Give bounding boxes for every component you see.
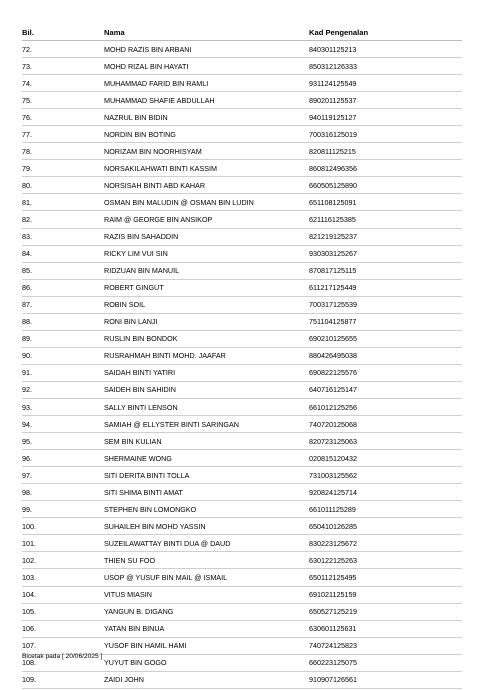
- table-row: [22, 279, 462, 296]
- name-cell: ROBIN SOIL: [104, 296, 309, 313]
- table-row: [22, 569, 462, 586]
- ic-number-cell: 930303125267: [309, 245, 462, 262]
- table-row: [22, 620, 462, 637]
- table-row: [22, 330, 462, 347]
- row-number-cell: 95.: [22, 433, 104, 450]
- ic-number-cell: 020815120432: [309, 450, 462, 467]
- row-number-cell: 101.: [22, 535, 104, 552]
- table-row: [22, 671, 462, 688]
- name-cell: RONI BIN LANJI: [104, 313, 309, 330]
- name-cell: RAZIS BIN SAHADDIN: [104, 228, 309, 245]
- header-kad-pengenalan: Kad Pengenalan: [309, 24, 462, 41]
- ic-number-cell: 740720125068: [309, 416, 462, 433]
- name-cell: MOHD RIZAL BIN HAYATI: [104, 58, 309, 75]
- table-row: [22, 501, 462, 518]
- table-row: [22, 398, 462, 415]
- row-number-cell: 104.: [22, 586, 104, 603]
- ic-number-cell: 890201125537: [309, 92, 462, 109]
- header-nama: Nama: [104, 24, 309, 41]
- row-number-cell: 72.: [22, 41, 104, 58]
- table-row: [22, 211, 462, 228]
- row-number-cell: 100.: [22, 518, 104, 535]
- ic-number-cell: 870817125115: [309, 262, 462, 279]
- name-cell: YUYUT BIN GOGO: [104, 654, 309, 671]
- ic-number-cell: 840301125213: [309, 41, 462, 58]
- ic-number-cell: 660223125075: [309, 654, 462, 671]
- name-cell: SUZEILAWATTAY BINTI DUA @ DAUD: [104, 535, 309, 552]
- row-number-cell: 86.: [22, 279, 104, 296]
- name-cell: SEM BIN KULIAN: [104, 433, 309, 450]
- row-number-cell: 92.: [22, 381, 104, 398]
- ic-number-cell: 700316125019: [309, 126, 462, 143]
- ic-number-cell: 880426495038: [309, 347, 462, 364]
- row-number-cell: 109.: [22, 671, 104, 688]
- header-bil: Bil.: [22, 24, 104, 41]
- table-row: [22, 228, 462, 245]
- row-number-cell: 82.: [22, 211, 104, 228]
- name-cell: MUHAMMAD SHAFIE ABDULLAH: [104, 92, 309, 109]
- table-row: [22, 552, 462, 569]
- row-number-cell: 88.: [22, 313, 104, 330]
- ic-number-cell: 820723125063: [309, 433, 462, 450]
- table-row: [22, 194, 462, 211]
- row-number-cell: 93.: [22, 398, 104, 415]
- name-cell: YATAN BIN BINUA: [104, 620, 309, 637]
- table-row: [22, 109, 462, 126]
- table-row: [22, 364, 462, 381]
- ic-number-cell: 651108125091: [309, 194, 462, 211]
- table-row: [22, 450, 462, 467]
- row-number-cell: 81.: [22, 194, 104, 211]
- name-cell: RIDZUAN BIN MANUIL: [104, 262, 309, 279]
- printed-date-footer: Bicetak pada [ 20/06/2025 ]: [22, 653, 103, 660]
- table-row: [22, 262, 462, 279]
- row-number-cell: 85.: [22, 262, 104, 279]
- row-number-cell: 108.: [22, 654, 104, 671]
- table-row: [22, 467, 462, 484]
- row-number-cell: 83.: [22, 228, 104, 245]
- name-cell: THIEN SU FOO: [104, 552, 309, 569]
- name-cell: SITI SHIMA BINTI AMAT: [104, 484, 309, 501]
- ic-number-cell: 611217125449: [309, 279, 462, 296]
- ic-number-cell: 920824125714: [309, 484, 462, 501]
- ic-number-cell: 621116125385: [309, 211, 462, 228]
- name-cell: YANGUN B. DIGANG: [104, 603, 309, 620]
- table-row: [22, 603, 462, 620]
- name-cell: OSMAN BIN MALUDIN @ OSMAN BIN LUDIN: [104, 194, 309, 211]
- ic-number-cell: 700317125539: [309, 296, 462, 313]
- table-body: [22, 41, 462, 689]
- ic-number-cell: 650112125495: [309, 569, 462, 586]
- ic-number-cell: 660505125890: [309, 177, 462, 194]
- name-cell: SAIDAH BINTI YATIRI: [104, 364, 309, 381]
- table-row: [22, 160, 462, 177]
- name-cell: MOHD RAZIS BIN ARBANI: [104, 41, 309, 58]
- row-number-cell: 94.: [22, 416, 104, 433]
- name-cell: RUSLIN BIN BONDOK: [104, 330, 309, 347]
- table-row: [22, 637, 462, 654]
- row-number-cell: 75.: [22, 92, 104, 109]
- name-cell: MUHAMMAD FARID BIN RAMLI: [104, 75, 309, 92]
- name-cell: ROBERT GINGUT: [104, 279, 309, 296]
- table-row: [22, 433, 462, 450]
- name-cell: VITUS MIASIN: [104, 586, 309, 603]
- row-number-cell: 78.: [22, 143, 104, 160]
- row-number-cell: 76.: [22, 109, 104, 126]
- table-row: [22, 177, 462, 194]
- row-number-cell: 84.: [22, 245, 104, 262]
- table-row: [22, 143, 462, 160]
- name-cell: NORSISAH BINTI ABD KAHAR: [104, 177, 309, 194]
- ic-number-cell: 821219125237: [309, 228, 462, 245]
- table-row: [22, 586, 462, 603]
- ic-number-cell: 650410126285: [309, 518, 462, 535]
- row-number-cell: 98.: [22, 484, 104, 501]
- table-row: [22, 92, 462, 109]
- name-cell: STEPHEN BIN LOMONGKO: [104, 501, 309, 518]
- row-number-cell: 106.: [22, 620, 104, 637]
- row-number-cell: 107.: [22, 637, 104, 654]
- ic-number-cell: 830223125672: [309, 535, 462, 552]
- name-list-table: [22, 24, 462, 689]
- ic-number-cell: 850312126333: [309, 58, 462, 75]
- table-row: [22, 347, 462, 364]
- name-cell: SUHAILEH BIN MOHD YASSIN: [104, 518, 309, 535]
- ic-number-cell: 931124125549: [309, 75, 462, 92]
- ic-number-cell: 860812496356: [309, 160, 462, 177]
- table-row: [22, 381, 462, 398]
- row-number-cell: 87.: [22, 296, 104, 313]
- name-cell: NORDIN BIN BOTING: [104, 126, 309, 143]
- table-row: [22, 313, 462, 330]
- row-number-cell: 77.: [22, 126, 104, 143]
- row-number-cell: 99.: [22, 501, 104, 518]
- row-number-cell: 80.: [22, 177, 104, 194]
- table-row: [22, 535, 462, 552]
- row-number-cell: 90.: [22, 347, 104, 364]
- ic-number-cell: 640716125147: [309, 381, 462, 398]
- ic-number-cell: 661012125256: [309, 398, 462, 415]
- table-row: [22, 126, 462, 143]
- ic-number-cell: 690210125655: [309, 330, 462, 347]
- name-cell: NORSAKILAHWATI BINTI KASSIM: [104, 160, 309, 177]
- name-cell: RICKY LIM VUI SIN: [104, 245, 309, 262]
- table-row: [22, 58, 462, 75]
- name-cell: USOP @ YUSUF BIN MAIL @ ISMAIL: [104, 569, 309, 586]
- ic-number-cell: 751104125877: [309, 313, 462, 330]
- ic-number-cell: 630122125263: [309, 552, 462, 569]
- row-number-cell: 91.: [22, 364, 104, 381]
- table-row: [22, 416, 462, 433]
- name-cell: YUSOF BIN HAMIL HAMI: [104, 637, 309, 654]
- row-number-cell: 103.: [22, 569, 104, 586]
- name-cell: SHERMAINE WONG: [104, 450, 309, 467]
- row-number-cell: 89.: [22, 330, 104, 347]
- name-cell: ZAIDI JOHN: [104, 671, 309, 688]
- ic-number-cell: 740724125823: [309, 637, 462, 654]
- name-cell: SAIDEH BIN SAHIDIN: [104, 381, 309, 398]
- row-number-cell: 96.: [22, 450, 104, 467]
- name-cell: RAIM @ GEORGE BIN ANSIKOP: [104, 211, 309, 228]
- row-number-cell: 79.: [22, 160, 104, 177]
- row-number-cell: 102.: [22, 552, 104, 569]
- table-header-row: [22, 24, 462, 41]
- ic-number-cell: 731003125562: [309, 467, 462, 484]
- row-number-cell: 97.: [22, 467, 104, 484]
- name-cell: NAZRUL BIN BIDIN: [104, 109, 309, 126]
- ic-number-cell: 630601125631: [309, 620, 462, 637]
- name-cell: RUSRAHMAH BINTI MOHD. JAAFAR: [104, 347, 309, 364]
- ic-number-cell: 650527125219: [309, 603, 462, 620]
- name-cell: SALLY BINTI LENSON: [104, 398, 309, 415]
- ic-number-cell: 661011125289: [309, 501, 462, 518]
- ic-number-cell: 690822125576: [309, 364, 462, 381]
- name-cell: SITI DERITA BINTI TOLLA: [104, 467, 309, 484]
- name-cell: NORIZAM BIN NOORHISYAM: [104, 143, 309, 160]
- table-row: [22, 41, 462, 58]
- table-row: [22, 296, 462, 313]
- ic-number-cell: 940119125127: [309, 109, 462, 126]
- name-cell: SAMIAH @ ELLYSTER BINTI SARINGAN: [104, 416, 309, 433]
- table-row: [22, 484, 462, 501]
- row-number-cell: 74.: [22, 75, 104, 92]
- row-number-cell: 73.: [22, 58, 104, 75]
- ic-number-cell: 820811125215: [309, 143, 462, 160]
- table-row: [22, 245, 462, 262]
- ic-number-cell: 691021125159: [309, 586, 462, 603]
- ic-number-cell: 910907126561: [309, 671, 462, 688]
- table-row: [22, 518, 462, 535]
- row-number-cell: 105.: [22, 603, 104, 620]
- table-row: [22, 75, 462, 92]
